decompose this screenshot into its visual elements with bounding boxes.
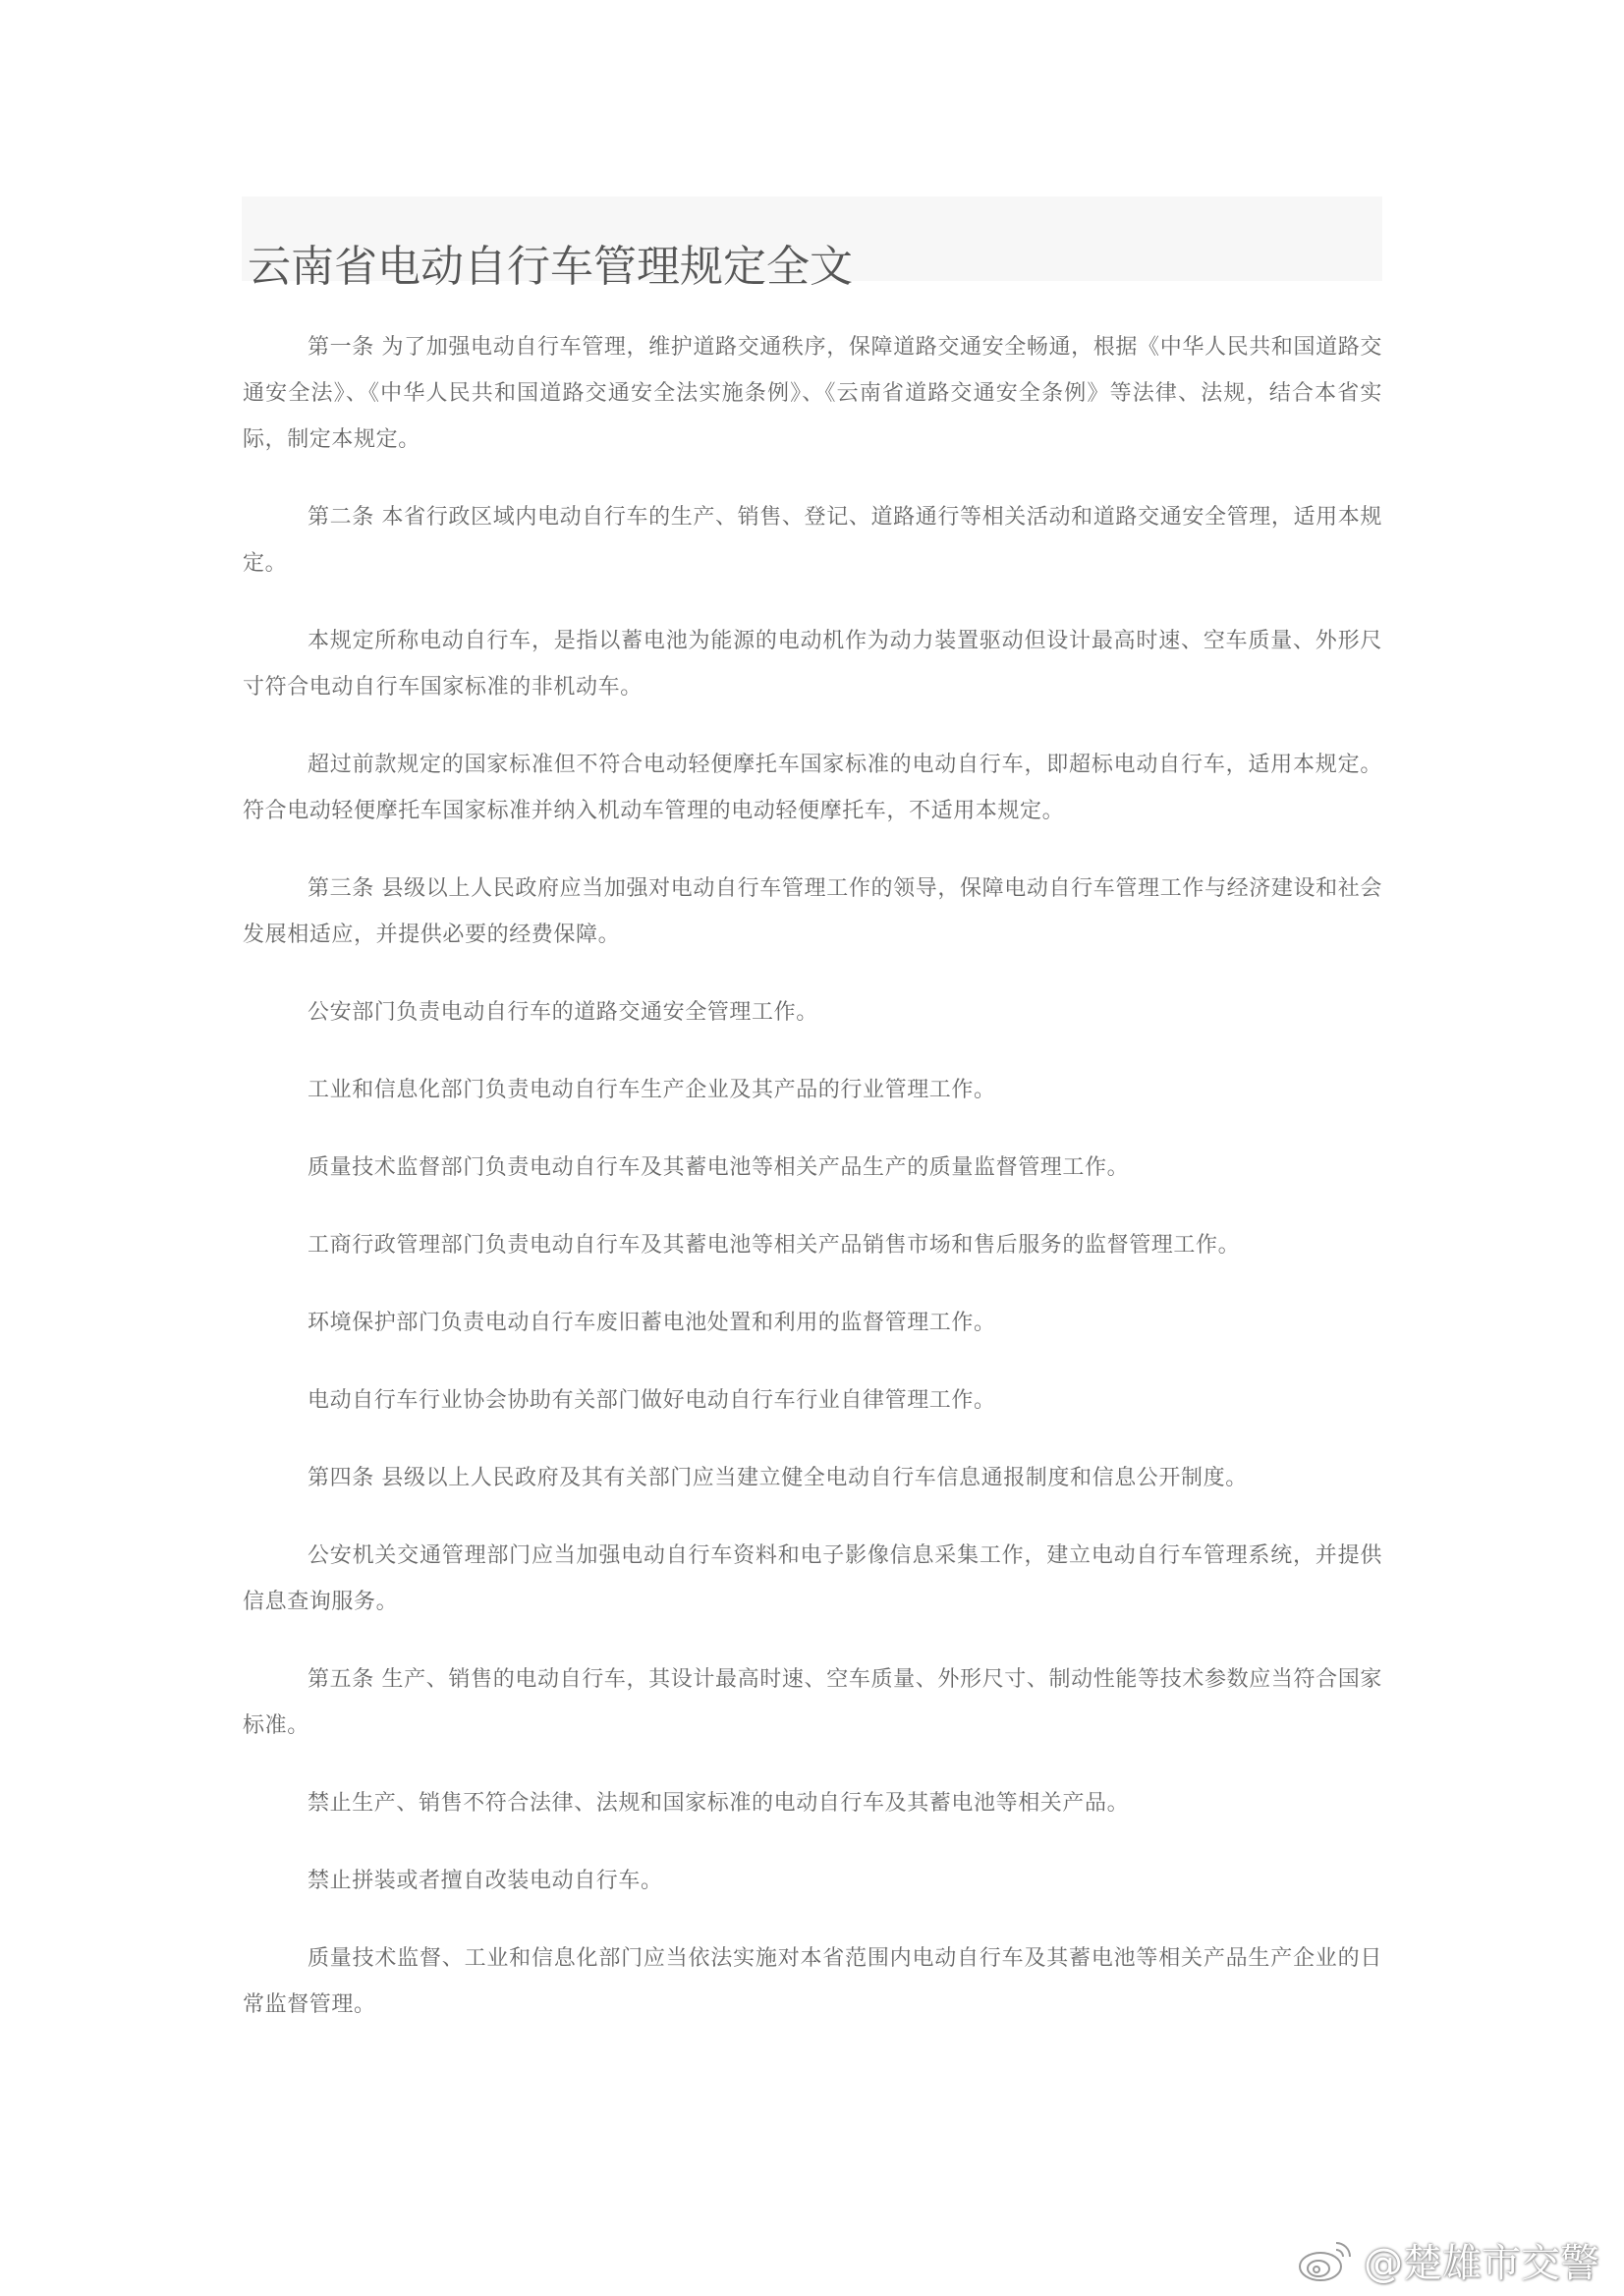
paragraph-article-3: 第三条 县级以上人民政府应当加强对电动自行车管理工作的领导，保障电动自行车管理工作与经济建设和社会发展相适应，并提供必要的经费保障。 [243, 876, 1382, 947]
document-body [243, 324, 1382, 2059]
paragraph-quality-supervision: 质量技术监督部门负责电动自行车及其蓄电池等相关产品生产的质量监督管理工作。 [308, 1155, 1130, 1180]
watermark-text: @楚雄市交警 [1364, 2240, 1599, 2286]
paragraph-definition: 本规定所称电动自行车，是指以蓄电池为能源的电动机作为动力装置驱动但设计最高时速、空车质量、外形尺寸符合电动自行车国家标准的非机动车。 [243, 629, 1382, 700]
paragraph-prohibit-sale: 禁止生产、销售不符合法律、法规和国家标准的电动自行车及其蓄电池等相关产品。 [308, 1791, 1130, 1816]
paragraph-traffic-management: 公安机关交通管理部门应当加强电动自行车资料和电子影像信息采集工作，建立电动自行车管理系统，并提供信息查询服务。 [243, 1543, 1382, 1614]
watermark [1297, 2232, 1599, 2287]
paragraph-industry-it: 工业和信息化部门负责电动自行车生产企业及其产品的行业管理工作。 [308, 1078, 996, 1102]
paragraph-association: 电动自行车行业协会协助有关部门做好电动自行车行业自律管理工作。 [308, 1388, 996, 1413]
paragraph-environment: 环境保护部门负责电动自行车废旧蓄电池处置和利用的监督管理工作。 [308, 1311, 996, 1335]
paragraph-article-1: 第一条 为了加强电动自行车管理，维护道路交通秩序，保障道路交通安全畅通，根据《中华人民共和国道路交通安全法》、《中华人民共和国道路交通安全法实施条例》、《云南省道路交通安全条例》等法律、法规，结合本省实际，制定本规定。 [243, 335, 1382, 452]
paragraph-article-4: 第四条 县级以上人民政府及其有关部门应当建立健全电动自行车信息通报制度和信息公开制度。 [308, 1466, 1248, 1490]
weibo-icon [1297, 2235, 1358, 2284]
paragraph-industry-commerce: 工商行政管理部门负责电动自行车及其蓄电池等相关产品销售市场和售后服务的监督管理工作。 [308, 1233, 1241, 1258]
title-banner [242, 196, 1382, 293]
paragraph-daily-supervision: 质量技术监督、工业和信息化部门应当依法实施对本省范围内电动自行车及其蓄电池等相关产品生产企业的日常监督管理。 [243, 1946, 1382, 2017]
paragraph-prohibit-modify: 禁止拼装或者擅自改装电动自行车。 [308, 1869, 663, 1893]
paragraph-article-2: 第二条 本省行政区域内电动自行车的生产、销售、登记、道路通行等相关活动和道路交通安全管理，适用本规定。 [243, 505, 1382, 576]
paragraph-public-security: 公安部门负责电动自行车的道路交通安全管理工作。 [308, 1000, 818, 1025]
paragraph-article-5: 第五条 生产、销售的电动自行车，其设计最高时速、空车质量、外形尺寸、制动性能等技术参数应当符合国家标准。 [243, 1667, 1382, 1738]
paragraph-over-standard: 超过前款规定的国家标准但不符合电动轻便摩托车国家标准的电动自行车，即超标电动自行车，适用本规定。符合电动轻便摩托车国家标准并纳入机动车管理的电动轻便摩托车，不适用本规定。 [243, 753, 1382, 823]
page-title: 云南省电动自行车管理规定全文 [248, 242, 853, 293]
